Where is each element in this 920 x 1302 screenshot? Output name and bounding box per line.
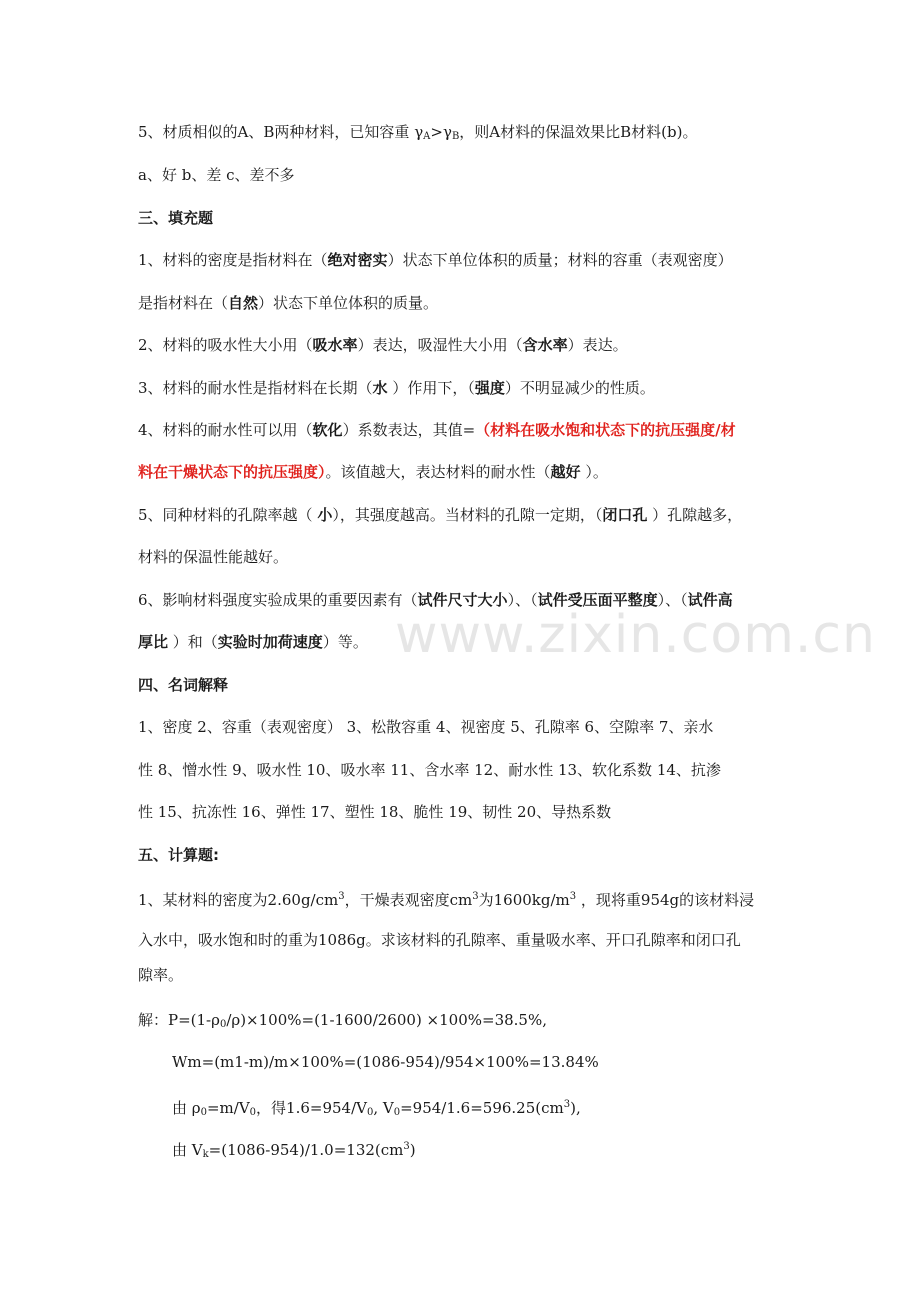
fill-item-4-cont: 料在干燥状态下的抗压强度）。该值越大，表达材料的耐水性（越好 ）。 xyxy=(138,463,608,481)
section-4-title: 四、名词解释 xyxy=(138,676,229,694)
fill-item-6-cont: 厚比 ）和（实验时加荷速度）等。 xyxy=(138,633,368,651)
fill-item-5-cont: 材料的保温性能越好。 xyxy=(138,548,289,566)
solution-line-2: Wm=(m1-m)/m×100%=(1086-954)/954×100%=13.84% xyxy=(172,1053,599,1071)
section-3-title: 三、填充题 xyxy=(138,209,214,227)
question-5: 5、材质相似的A、B两种材料，已知容重 $\gamma_A>\gamma_B$，则A材料的保温效果比B材料(b)。 xyxy=(138,123,698,142)
terms-line-3: 性 15、抗冻性 16、弹性 17、塑性 18、脆性 19、韧性 20、导热系数 xyxy=(138,803,612,821)
terms-line-2: 性 8、憎水性 9、吸水性 10、吸水率 11、含水率 12、耐水性 13、软化系数 14、抗渗 xyxy=(138,761,721,779)
solution-line-3: 由 $\rho_0=m/V_0$，得$1.6=954/V_0$, $V_0=954/1.6=596.25(cm^3)$, xyxy=(172,1099,581,1118)
calc-question-1-cont: 入水中，吸水饱和时的重为1086g。求该材料的孔隙率、重量吸水率、开口孔隙率和闭口孔 xyxy=(138,931,741,949)
terms-line-1: 1、密度 2、容重（表观密度） 3、松散容重 4、视密度 5、孔隙率 6、空隙率 7、亲水 xyxy=(138,718,714,736)
solution-line-4: 由 $V_k=(1086-954)/1.0=132(cm^3)$ xyxy=(172,1141,416,1160)
calc-question-1-cont2: 隙率。 xyxy=(138,966,184,984)
fill-item-1: 1、材料的密度是指材料在（绝对密实）状态下单位体积的质量；材料的容重（表观密度） xyxy=(138,251,733,269)
fill-item-2: 2、材料的吸水性大小用（吸水率）表达，吸湿性大小用（含水率）表达。 xyxy=(138,336,628,354)
watermark: www.zixin.com.cn xyxy=(395,605,876,665)
fill-item-1-cont: 是指材料在（自然）状态下单位体积的质量。 xyxy=(138,294,439,312)
fill-item-4: 4、材料的耐水性可以用（软化）系数表达，其值=（材料在吸水饱和状态下的抗压强度/材 xyxy=(138,421,736,439)
calc-question-1: 1、某材料的密度为$2.60g/cm^3$，干燥表观密度$cm^3$为$1600kg/m^3$ ，现将重954g的该材料浸 xyxy=(138,891,755,909)
fill-item-5: 5、同种材料的孔隙率越（ 小），其强度越高。当材料的孔隙一定期，（闭口孔 ）孔隙越多， xyxy=(138,506,743,524)
fill-item-6: 6、影响材料强度实验成果的重要因素有（试件尺寸大小）、（试件受压面平整度）、（试件高 xyxy=(138,591,733,609)
question-5-options: a、好 b、差 c、差不多 xyxy=(138,166,295,184)
fill-item-3: 3、材料的耐水性是指材料在长期（水 ）作用下，（强度）不明显减少的性质。 xyxy=(138,379,655,397)
section-5-title: 五、计算题: xyxy=(138,846,219,864)
solution-line-1: 解：$P=(1-\rho_0/\rho)\times 100\%=(1-1600/2600) \times 100\%=38.5\%$, xyxy=(138,1011,547,1030)
